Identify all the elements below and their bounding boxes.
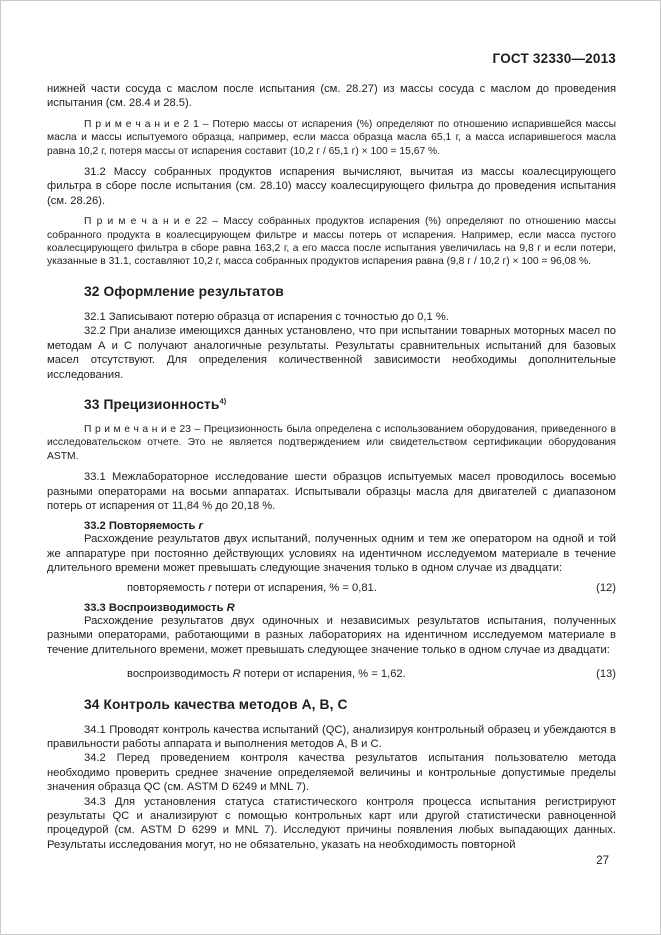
formula-13-symbol-R: R	[232, 668, 241, 681]
paragraph-32-1: 32.1 Записывают потерю образца от испарения с точностью до 0,1 %.	[84, 310, 449, 323]
subsection-33-3-heading-text: 33.3 Воспроизводимость	[84, 601, 227, 614]
subsection-33-2-heading-text: 33.2 Повторяемость	[84, 520, 199, 533]
paragraph-34-2: 34.2 Перед проведением контроля качества результатов испытания пользователю метода необходимо проверить среднее значение определяемой величины и контрольные допустимые пределы значения образца QC (см. ASTM D 6249 и MNL 7).	[47, 752, 616, 794]
subsection-33-3-heading	[47, 602, 616, 614]
formula-13-text	[127, 667, 406, 681]
paragraph-continuation: нижней части сосуда с маслом после испытания (см. 28.27) из массы сосуда с маслом до проведения испытания (см. 28.4 и 28.5).	[47, 83, 616, 110]
formula-12-symbol-r: r	[208, 581, 212, 594]
paragraph-34-3: 34.3 Для установления статуса статистического контроля процесса испытания регистрируют результаты QC и анализируют с помощью контрольных карт или другой статистически равноценной процедурой (см. ASTM D 6299 и MNL 7). Исследуют причины появления любых выпадающих данных. Результаты исследования могут, но не обязательно, указать на необходимость повторной	[47, 795, 616, 851]
paragraph-32-2: 32.2 При анализе имеющихся данных установлено, что при испытании товарных моторных масел по методам А и С получают аналогичные результаты. Результаты сравнительных испытаний для базовых масел отсутствуют. Для определения количественной зависимости необходимы дополнительные исследования.	[47, 325, 616, 381]
formula-13	[47, 667, 616, 681]
paragraph-31-2: 31.2 Массу собранных продуктов испарения вычисляют, вычитая из массы коалесцирующего фильтра в сборе после испытания (см. 28.10) массу коалесцирующего фильтра до проведения испытания (см. 28.26).	[47, 166, 616, 207]
formula-12-post: потери от испарения, % = 0,81.	[211, 581, 377, 594]
section-34-heading: 34 Контроль качества методов А, В, С	[84, 696, 348, 712]
formula-13-number: (13)	[596, 668, 616, 681]
formula-12-pre: повторяемость	[127, 581, 209, 594]
section-33-heading-text: 33 Прецизионность	[84, 396, 220, 412]
paragraph-33-3-body: Расхождение результатов двух одиночных и независимых результатов испытания, полученных разными операторами, работающими в разных лабораториях на идентичном исследуемом материале в течение длительного времени, может превышать следующее значение только в одном случае из двадцати:	[47, 614, 616, 656]
page-number: 27	[596, 855, 609, 868]
subsection-33-2-heading	[47, 520, 616, 532]
doc-code: ГОСТ 32330—2013	[492, 51, 616, 66]
note-21: П р и м е ч а н и е 2 1 – Потерю массы от испарения (%) определяют по отношению испарившейся массы масла и массы испытуемого образца, например, если масса образца масла 65,1 г, а масса испарившегося масла равна 10,2 г, потеря массы от испарения составит (10,2 г / 65,1 г) × 100 = 15,67 %.	[47, 118, 616, 157]
formula-12-number: (12)	[596, 581, 616, 594]
formula-12	[47, 581, 616, 595]
symbol-r: r	[198, 520, 203, 533]
paragraph-34-1: 34.1 Проводят контроль качества испытаний (QC), анализируя контрольный образец и убеждаются в правильности работы аппарата и выполнения методов А, В и С.	[47, 723, 616, 750]
formula-12-text	[127, 581, 377, 595]
note-22: П р и м е ч а н и е 22 – Массу собранных продуктов испарения (%) определяют по отношению массы собранного продукта в коалесцирующем фильтре и массы потерь от испарения. Например, если масса пустого коалесцирующего фильтра в сборе равна 163,2 г, а его масса после испытания увеличилась на 9,8 г и если потери, указанные в 31.1, составляют 10,2 г, масса собранных продуктов испарения равна (9,8 г / 10,2 г) × 100 = 96,08 %.	[47, 216, 616, 268]
section-32-heading: 32 Оформление результатов	[84, 283, 284, 299]
symbol-R: R	[226, 601, 235, 614]
formula-13-pre: воспроизводимость	[127, 668, 233, 681]
paragraph-33-2-body: Расхождение результатов двух испытаний, полученных одним и тем же оператором на одной и той же аппаратуре при постоянно действующих условиях на идентичном исследуемом материале в течение длительного времени может превышать следующие значения только в одном случае из двадцати:	[47, 533, 616, 575]
formula-13-post: потери от испарения, % = 1,62.	[240, 668, 406, 681]
section-33-heading	[47, 397, 616, 412]
note-23: П р и м е ч а н и е 23 – Прецизионность была определена с использованием оборудования, приведенного в исследовательском отчете. Это не является подтверждением или свидетельством сертификации оборудования ASTM.	[47, 423, 616, 462]
footnote-ref-4: 4)	[219, 396, 227, 406]
paragraph-33-1: 33.1 Межлабораторное исследование шести образцов испытуемых масел проводилось восемью разными операторами на восьми аппаратах. Испытывали образцы масла для двигателей с диапазоном потерь от испарения от 11,84 % до 20,18 %.	[47, 471, 616, 512]
